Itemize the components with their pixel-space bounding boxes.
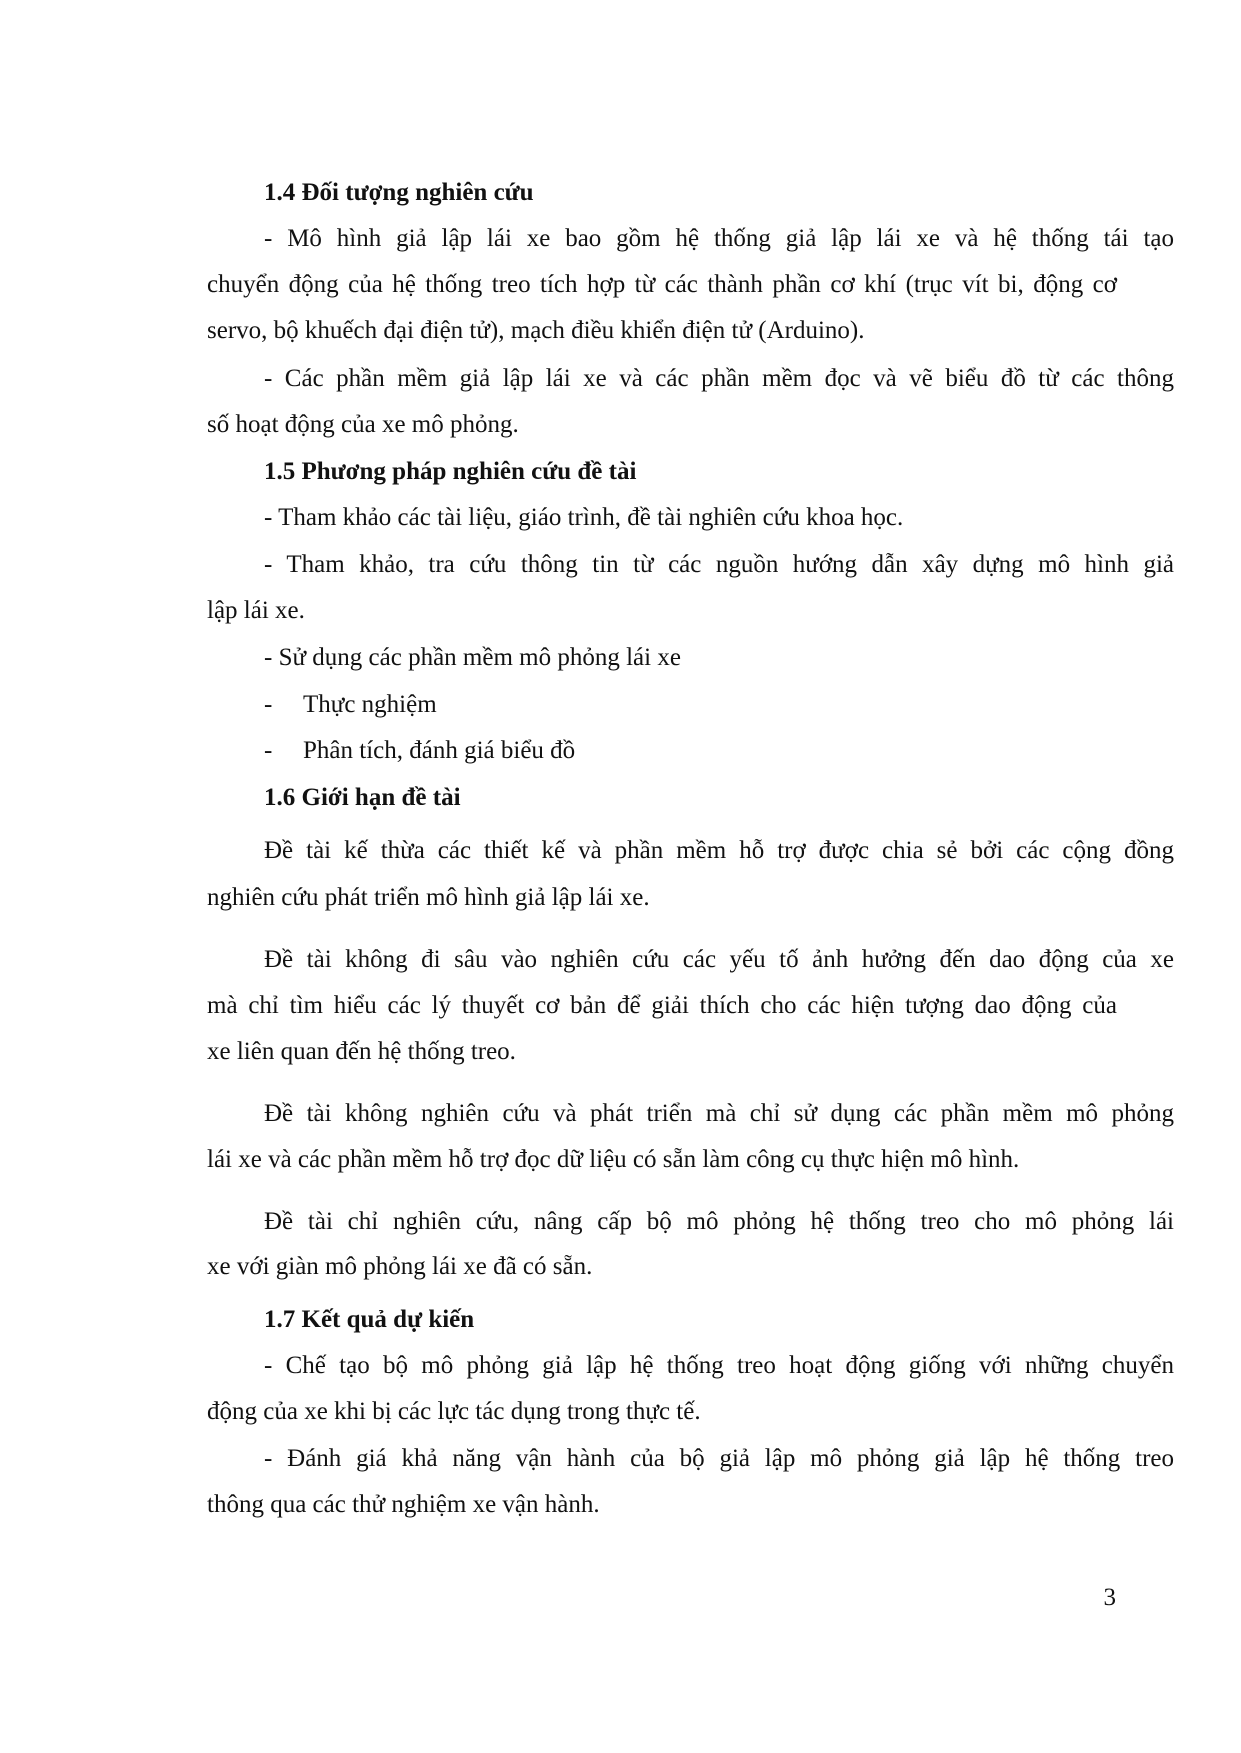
- para-1-6-3-line-2: lái xe và các phần mềm hỗ trợ đọc dữ liệu có sẵn làm công cụ thực hiện mô hình.: [207, 1146, 1020, 1173]
- para-1-6-2-line-2: mà chỉ tìm hiểu các lý thuyết cơ bản để giải thích cho các hiện tượng dao động của: [207, 992, 1117, 1019]
- heading-1-5: 1.5 Phương pháp nghiên cứu đề tài: [264, 458, 637, 485]
- para-1-7-1-line-1: - Chế tạo bộ mô phỏng giả lập hệ thống treo hoạt động giống với những chuyển: [264, 1352, 1174, 1379]
- method-item-4-text: Thực nghiệm: [303, 691, 437, 718]
- para-1-4-2-line-2: số hoạt động của xe mô phỏng.: [207, 411, 519, 438]
- method-item-5-text: Phân tích, đánh giá biểu đồ: [303, 737, 576, 764]
- method-item-3: - Sử dụng các phần mềm mô phỏng lái xe: [264, 644, 681, 671]
- para-1-4-1-line-1: - Mô hình giả lập lái xe bao gồm hệ thống giả lập lái xe và hệ thống tái tạo: [264, 225, 1174, 252]
- para-1-6-3-line-1: Đề tài không nghiên cứu và phát triển mà chỉ sử dụng các phần mềm mô phỏng: [264, 1100, 1174, 1127]
- para-1-6-2-line-1: Đề tài không đi sâu vào nghiên cứu các yếu tố ảnh hưởng đến dao động của xe: [264, 946, 1174, 973]
- para-1-6-1-line-1: Đề tài kế thừa các thiết kế và phần mềm hỗ trợ được chia sẻ bởi các cộng đồng: [264, 837, 1174, 864]
- para-1-4-1-line-3: servo, bộ khuếch đại điện tử), mạch điều khiển điện tử (Arduino).: [207, 317, 865, 344]
- list-dash: -: [264, 737, 273, 764]
- para-1-4-1-line-2: chuyển động của hệ thống treo tích hợp từ các thành phần cơ khí (trục vít bi, động cơ: [207, 271, 1117, 298]
- para-1-4-2-line-1: - Các phần mềm giả lập lái xe và các phần mềm đọc và vẽ biểu đồ từ các thông: [264, 365, 1174, 392]
- para-1-6-4-line-1: Đề tài chỉ nghiên cứu, nâng cấp bộ mô phỏng hệ thống treo cho mô phỏng lái: [264, 1208, 1174, 1235]
- heading-1-4: 1.4 Đối tượng nghiên cứu: [264, 179, 534, 206]
- para-1-6-4-line-2: xe với giàn mô phỏng lái xe đã có sẵn.: [207, 1253, 593, 1280]
- method-item-2-line-1: - Tham khảo, tra cứu thông tin từ các nguồn hướng dẫn xây dựng mô hình giả: [264, 551, 1174, 578]
- para-1-6-1-line-2: nghiên cứu phát triển mô hình giả lập lái xe.: [207, 884, 650, 911]
- page-number: 3: [1103, 1584, 1116, 1611]
- list-dash: -: [264, 691, 273, 718]
- para-1-6-2-line-3: xe liên quan đến hệ thống treo.: [207, 1038, 516, 1065]
- para-1-7-2-line-2: thông qua các thử nghiệm xe vận hành.: [207, 1491, 600, 1518]
- para-1-7-2-line-1: - Đánh giá khả năng vận hành của bộ giả lập mô phỏng giả lập hệ thống treo: [264, 1445, 1174, 1472]
- para-1-7-1-line-2: động của xe khi bị các lực tác dụng trong thực tế.: [207, 1398, 701, 1425]
- method-item-1: - Tham khảo các tài liệu, giáo trình, đề tài nghiên cứu khoa học.: [264, 504, 904, 531]
- method-item-2-line-2: lập lái xe.: [207, 597, 305, 624]
- heading-1-7: 1.7 Kết quả dự kiến: [264, 1306, 475, 1333]
- heading-1-6: 1.6 Giới hạn đề tài: [264, 784, 461, 811]
